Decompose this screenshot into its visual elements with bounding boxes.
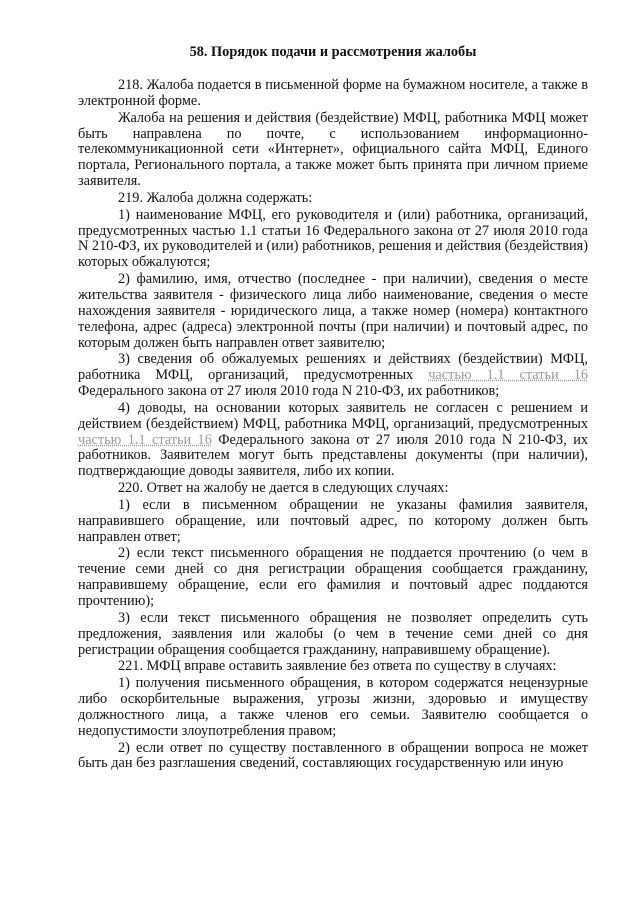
paragraph-220-item-1	[78, 498, 588, 546]
law-reference-link[interactable]: частью 1.1 статьи 16	[78, 431, 212, 448]
paragraph-221-item-1	[78, 676, 588, 739]
paragraph-219-item-1	[78, 208, 588, 271]
paragraph-text: 1) если в письменном обращении не указаны фамилия заявителя, направившего обращение, или почтовый адрес, по которому должен быть направлен ответ;	[78, 496, 588, 545]
paragraph-219-item-3	[78, 352, 588, 400]
section-heading: 58. Порядок подачи и рассмотрения жалобы	[189, 44, 477, 60]
paragraph-text: 218. Жалоба подается в письменной форме на бумажном носителе, а также в электронной форме.	[78, 77, 588, 109]
paragraph-220-item-2	[78, 546, 588, 609]
paragraph-text-after: Федерального закона от 27 июля 2010 года N 210-ФЗ, их работников;	[78, 383, 500, 400]
paragraph-219-item-4	[78, 401, 588, 480]
paragraph-text: 2) если ответ по существу поставленного в обращении вопроса не может быть дан без разглашения сведений, составляющих государственную или иную	[78, 739, 588, 772]
paragraph-218	[78, 78, 588, 110]
paragraph-219-item-2	[78, 272, 588, 351]
paragraph-text: 3) если текст письменного обращения не позволяет определить суть предложения, заявления или жалобы (о чем в течение семи дней со дня регистрации обращения сообщается гражданину, направившему обращение).	[78, 609, 588, 658]
paragraph-219	[78, 191, 588, 207]
paragraph-text: 220. Ответ на жалобу не дается в следующих случаях:	[118, 480, 449, 497]
paragraph-220	[78, 481, 588, 497]
paragraph-text: 2) фамилию, имя, отчество (последнее - при наличии), сведения о месте жительства заявителя - физического лица либо наименование, сведения о месте нахождения заявителя - юридического лица, а также номер (номера) контактного телефона, адрес (адреса) электронной почты (при наличии) и почтовый адрес, по которым должен быть направлен ответ заявителю;	[78, 271, 588, 351]
paragraph-text: 1) получения письменного обращения, в котором содержатся нецензурные либо оскорбительные выражения, угрозы жизни, здоровью и имуществу должностного лица, а также членов его семьи. Заявителю сообщается о недопустимости злоупотребления правом;	[78, 675, 588, 739]
paragraph-text: 1) наименование МФЦ, его руководителя и (или) работника, организаций, предусмотренных частью 1.1 статьи 16 Федерального закона от 27 июля 2010 года N 210-ФЗ, их руководителей и (или) работников, решения и действия (бездействия) которых обжалуются;	[78, 206, 588, 271]
law-reference-link[interactable]: частью 1.1 статьи 16	[428, 367, 588, 384]
paragraph-text: 221. МФЦ вправе оставить заявление без ответа по существу в случаях:	[118, 658, 557, 675]
paragraph-text-after: Федерального закона от 27 июля 2010 года N 210-ФЗ, их работников. Заявителем могут быть представлены документы (при наличии), подтверждающие доводы заявителя, либо их копии.	[78, 431, 588, 480]
paragraph-text: 3) сведения об обжалуемых решениях и действиях (бездействии) МФЦ, работника МФЦ, организаций, предусмотренных	[78, 351, 588, 384]
paragraph-221	[78, 659, 588, 675]
paragraph-text: 2) если текст письменного обращения не поддается прочтению (о чем в течение семи дней со дня регистрации обращения сообщается гражданину, направившему обращение, если его фамилия и почтовый адрес поддаются прочтению);	[78, 545, 588, 609]
paragraph-text: Жалоба на решения и действия (бездействие) МФЦ, работника МФЦ может быть направлена по почте, с использованием информационно-телекоммуникационной сети «Интернет», официального сайта МФЦ, Единого портала, Регионального портала, а также может быть принята при личном приеме заявителя.	[78, 109, 588, 190]
paragraph-text: 219. Жалоба должна содержать:	[118, 189, 313, 206]
paragraph-text: 4) доводы, на основании которых заявитель не согласен с решением и действием (бездействием) МФЦ, работника МФЦ, организаций, предусмотренных	[78, 399, 588, 432]
document-body	[78, 78, 588, 772]
paragraph-220-item-3	[78, 611, 588, 659]
paragraph-complaint-channels	[78, 111, 588, 190]
paragraph-221-item-2	[78, 741, 588, 773]
